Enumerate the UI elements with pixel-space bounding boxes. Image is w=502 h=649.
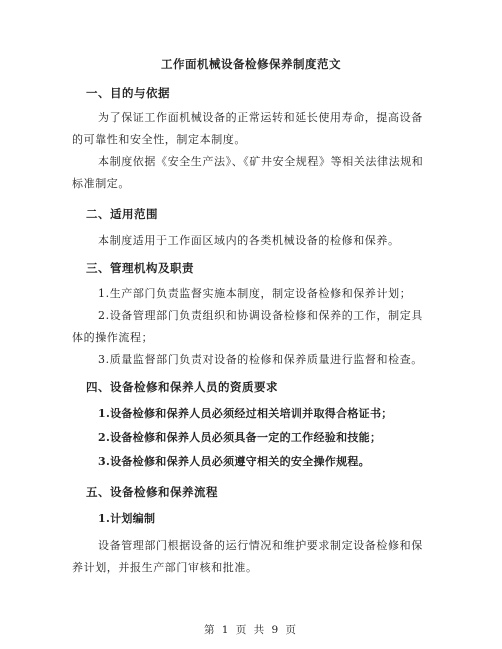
section-heading-process: 五、设备检修和保养流程 — [86, 485, 218, 499]
paragraph: 为了保证工作面机械设备的正常运转和延长使用寿命，提高设备的可靠性和安全性，制定本制度。 — [72, 111, 423, 146]
list-item: 3.质量监督部门负责对设备的检修和保养质量进行监督和检查。 — [98, 353, 423, 366]
paragraph: 设备管理部门根据设备的运行情况和维护要求制定设备检修和保养计划，并报生产部门审核和批准。 — [72, 539, 423, 574]
section-heading-purpose: 一、目的与依据 — [86, 86, 170, 100]
list-item: 1.生产部门负责监督实施本制度，制定设备检修和保养计划； — [98, 287, 412, 300]
subsection-heading: 1.计划编制 — [98, 512, 156, 525]
list-item: 2.设备管理部门负责组织和协调设备检修和保养的工作，制定具体的操作流程； — [72, 309, 423, 344]
list-item: 2.设备检修和保养人员必须具备一定的工作经验和技能； — [98, 431, 382, 444]
section-heading-scope: 二、适用范围 — [86, 207, 158, 221]
list-item: 3.设备检修和保养人员必须遵守相关的安全操作规程。 — [98, 455, 370, 468]
section-heading-organization: 三、管理机构及职责 — [86, 261, 194, 275]
paragraph: 本制度依据《安全生产法》、《矿井安全规程》等相关法律法规和标准制定。 — [72, 155, 424, 190]
document-title: 工作面机械设备检修保养制度范文 — [161, 57, 341, 71]
list-item: 1.设备检修和保养人员必须经过相关培训并取得合格证书； — [98, 407, 393, 420]
paragraph: 本制度适用于工作面区域内的各类机械设备的检修和保养。 — [98, 234, 400, 247]
section-heading-qualifications: 四、设备检修和保养人员的资质要求 — [86, 380, 278, 394]
page-number: 第 1 页 共 9 页 — [203, 624, 299, 636]
